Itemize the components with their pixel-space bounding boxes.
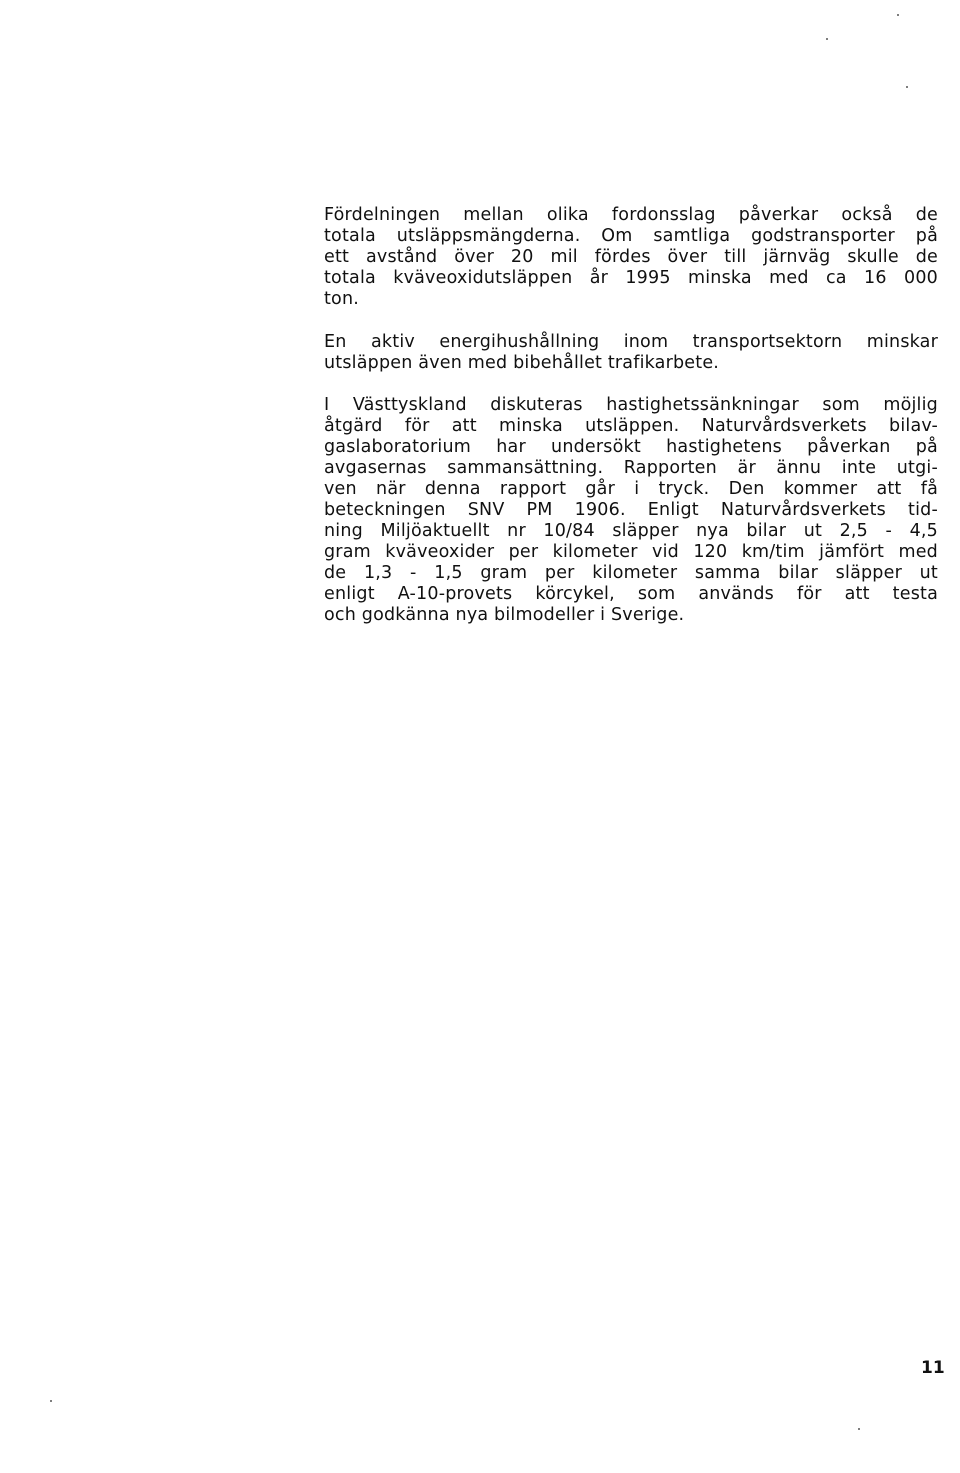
text-line: totala kväveoxidutsläppen år 1995 minska med ca 16 000 — [324, 268, 938, 288]
text-line: beteckningen SNV PM 1906. Enligt Naturvårdsverkets tid- — [324, 500, 938, 520]
text-line: gaslaboratorium har undersökt hastighetens påverkan på — [324, 437, 938, 457]
text-line: de 1,3 - 1,5 gram per kilometer samma bilar släpper ut — [324, 563, 938, 583]
text-line: gram kväveoxider per kilometer vid 120 km/tim jämfört med — [324, 542, 938, 562]
paragraph-fordelning — [324, 205, 938, 310]
scan-speck — [826, 38, 828, 40]
paragraph-vasttyskland — [324, 395, 938, 626]
text-line: ven när denna rapport går i tryck. Den kommer att få — [324, 479, 938, 499]
text-line: totala utsläppsmängderna. Om samtliga godstransporter på — [324, 226, 938, 246]
text-line: ton. — [324, 289, 360, 309]
text-line: En aktiv energihushållning inom transportsektorn minskar — [324, 332, 938, 352]
text-line: I Västtyskland diskuteras hastighetssänkningar som möjlig — [324, 395, 938, 415]
paragraph-energihushallning — [324, 332, 938, 374]
scan-speck — [858, 1428, 860, 1430]
text-line: utsläppen även med bibehållet trafikarbete. — [324, 353, 720, 373]
scan-speck — [50, 1400, 52, 1402]
text-line: ning Miljöaktuellt nr 10/84 släpper nya bilar ut 2,5 - 4,5 — [324, 521, 938, 541]
text-line: avgasernas sammansättning. Rapporten är ännu inte utgi- — [324, 458, 938, 478]
text-line: åtgärd för att minska utsläppen. Naturvårdsverkets bilav- — [324, 416, 938, 436]
text-line: enligt A-10-provets körcykel, som används för att testa — [324, 584, 938, 604]
text-line: ett avstånd över 20 mil fördes över till järnväg skulle de — [324, 247, 938, 267]
text-line: Fördelningen mellan olika fordonsslag påverkar också de — [324, 205, 938, 225]
scan-speck — [897, 14, 899, 16]
text-line: och godkänna nya bilmodeller i Sverige. — [324, 605, 685, 625]
page-number: 11 — [921, 1358, 945, 1378]
scan-speck — [906, 86, 908, 88]
